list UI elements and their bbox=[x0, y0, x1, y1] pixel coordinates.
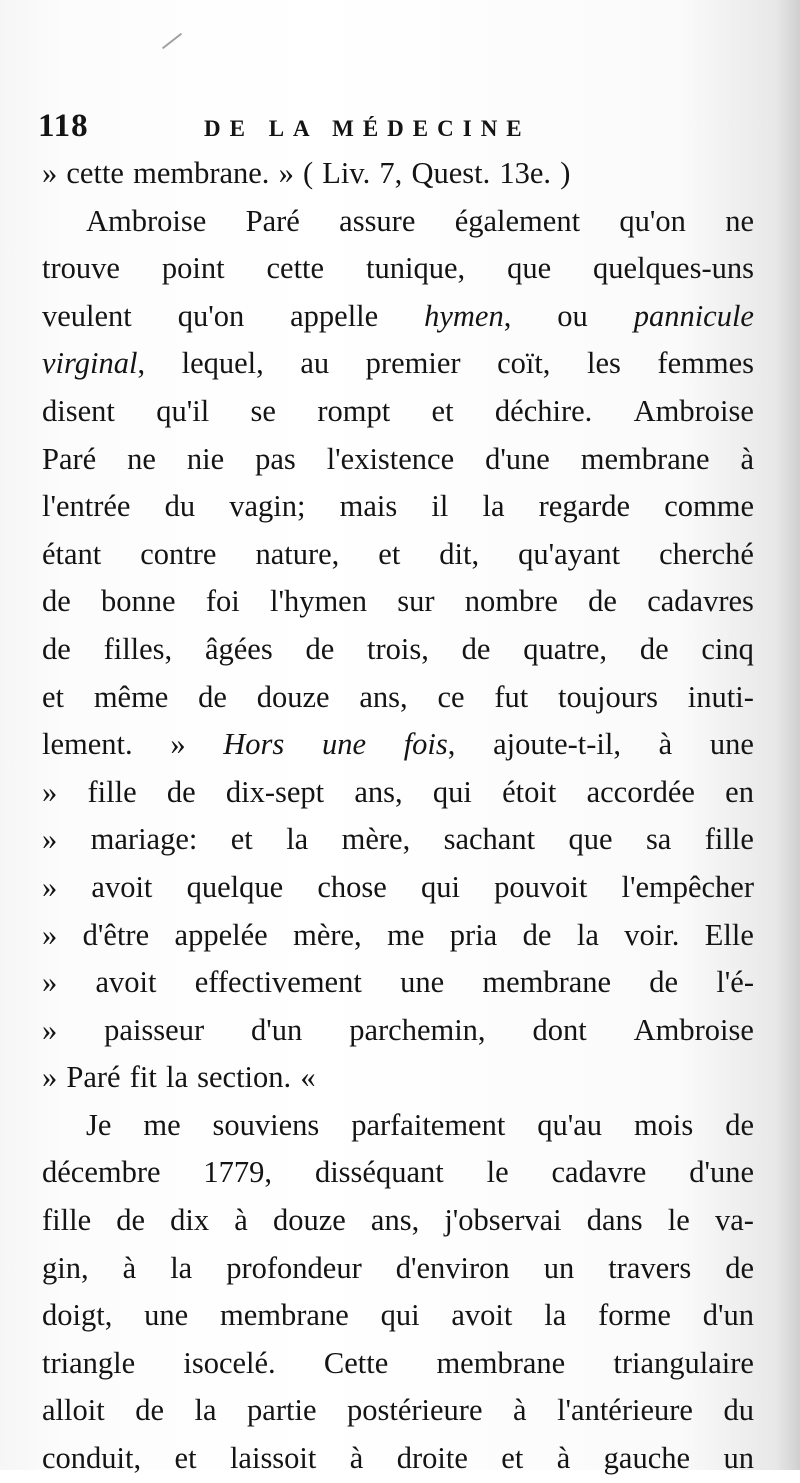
word: de bbox=[522, 917, 552, 952]
word: nie bbox=[186, 441, 225, 476]
word: qu'on bbox=[619, 203, 686, 238]
word: de bbox=[116, 1203, 146, 1238]
word: membrane bbox=[436, 1345, 566, 1380]
word: à bbox=[513, 1393, 527, 1428]
word: voir. bbox=[624, 917, 680, 952]
word: avoit bbox=[451, 1298, 513, 1333]
word: » bbox=[42, 1060, 58, 1095]
word: » bbox=[42, 965, 58, 1000]
word: fille bbox=[704, 822, 754, 857]
word: paisseur bbox=[104, 1012, 205, 1047]
word: mère, bbox=[341, 822, 411, 857]
word: » bbox=[42, 1012, 58, 1047]
word: qui bbox=[420, 869, 460, 904]
word: l'hymen bbox=[269, 584, 367, 619]
word: du bbox=[164, 489, 196, 524]
word: trouve bbox=[42, 251, 120, 286]
word: » bbox=[278, 156, 294, 190]
word: de bbox=[725, 1107, 754, 1142]
word: Paré bbox=[66, 1060, 121, 1095]
word: de bbox=[42, 631, 71, 666]
word: la bbox=[576, 917, 599, 952]
word: qui bbox=[380, 1298, 420, 1333]
word: âgées bbox=[204, 631, 273, 666]
word: 1779, bbox=[203, 1155, 273, 1190]
word: la bbox=[194, 1393, 217, 1428]
word: cette bbox=[266, 251, 325, 286]
word: dans bbox=[586, 1203, 643, 1238]
word: forme bbox=[598, 1298, 671, 1333]
word: que bbox=[568, 822, 613, 857]
word: et bbox=[42, 679, 65, 714]
word: du bbox=[723, 1393, 754, 1428]
word: la bbox=[170, 1250, 193, 1285]
word: de bbox=[305, 631, 335, 666]
word: une bbox=[709, 727, 754, 762]
word: foi bbox=[205, 584, 240, 619]
word: point bbox=[161, 251, 225, 286]
word: me bbox=[143, 1107, 181, 1142]
word: qui bbox=[432, 774, 472, 809]
word: partie bbox=[247, 1393, 317, 1428]
word: Quest. bbox=[411, 156, 491, 190]
word: travers bbox=[608, 1250, 692, 1285]
word: Elle bbox=[704, 917, 754, 952]
word: sachant bbox=[443, 822, 536, 857]
word: femmes bbox=[657, 346, 754, 381]
text-line bbox=[42, 245, 754, 293]
word: l'existence bbox=[326, 441, 455, 476]
word: Paré bbox=[42, 441, 97, 476]
word: doigt, bbox=[42, 1298, 113, 1333]
word: de bbox=[166, 774, 196, 809]
word: et bbox=[501, 1441, 524, 1476]
word: ( bbox=[302, 156, 314, 190]
word: nombre bbox=[464, 584, 558, 619]
word: section. bbox=[197, 1060, 292, 1095]
text-line bbox=[42, 1197, 754, 1245]
word: hymen bbox=[424, 298, 504, 333]
word: d'une bbox=[689, 1155, 754, 1190]
word: Cette bbox=[323, 1345, 389, 1380]
word: de bbox=[649, 965, 679, 1000]
word: pas bbox=[255, 441, 296, 476]
word: parchemin, bbox=[349, 1012, 486, 1047]
word: la bbox=[482, 489, 505, 524]
word: dont bbox=[532, 1012, 587, 1047]
word: contre bbox=[140, 536, 217, 571]
word: la bbox=[165, 1060, 188, 1095]
word: rompt bbox=[317, 393, 391, 428]
word: mais bbox=[339, 489, 398, 524]
word: Paré bbox=[245, 203, 300, 238]
text-line bbox=[42, 1007, 754, 1055]
word: l'empêcher bbox=[621, 869, 754, 904]
word: étoit bbox=[502, 774, 557, 809]
word: postérieure bbox=[347, 1393, 483, 1428]
word: ne bbox=[725, 203, 754, 238]
text-line bbox=[42, 150, 754, 198]
word: gin, bbox=[42, 1250, 89, 1285]
text-line bbox=[42, 1149, 754, 1197]
word: quelques-uns bbox=[593, 251, 754, 286]
word: filles, bbox=[103, 631, 173, 666]
word: douze bbox=[272, 1203, 346, 1238]
word: de bbox=[461, 631, 491, 666]
word: à bbox=[234, 1203, 248, 1238]
word: mois bbox=[633, 1107, 694, 1142]
word: à bbox=[349, 1441, 364, 1476]
text-line bbox=[42, 1340, 754, 1388]
word: membrane bbox=[482, 965, 612, 1000]
running-title: DE LA MÉDECINE bbox=[204, 116, 531, 141]
word: le bbox=[667, 1203, 690, 1238]
word: virginal bbox=[42, 346, 138, 381]
word: triangulaire bbox=[613, 1345, 754, 1380]
body-text bbox=[42, 150, 754, 1483]
word: un bbox=[723, 1441, 754, 1476]
word: de bbox=[639, 631, 669, 666]
text-line bbox=[42, 340, 754, 388]
text-line bbox=[42, 388, 754, 436]
word bbox=[424, 293, 511, 341]
word: avoit bbox=[91, 869, 153, 904]
word: comme bbox=[664, 489, 754, 524]
word: va- bbox=[714, 1203, 754, 1238]
word: coït, bbox=[497, 346, 551, 381]
word: cadavres bbox=[647, 584, 754, 619]
word: cherché bbox=[659, 536, 754, 571]
word: dit, bbox=[439, 536, 480, 571]
word: l'entrée bbox=[42, 489, 131, 524]
word: accordée bbox=[586, 774, 695, 809]
word: à bbox=[556, 1441, 571, 1476]
word: Ambroise bbox=[633, 1012, 754, 1047]
word: effectivement bbox=[194, 965, 362, 1000]
word: ans, bbox=[370, 1203, 420, 1238]
text-line bbox=[42, 1387, 754, 1435]
word: lement. bbox=[42, 727, 133, 762]
text-line bbox=[42, 864, 754, 912]
text-line bbox=[42, 436, 754, 484]
word: une bbox=[400, 965, 445, 1000]
word: chose bbox=[317, 869, 387, 904]
text-line bbox=[42, 1435, 754, 1483]
word: pannicule bbox=[633, 298, 754, 333]
word: à bbox=[658, 727, 673, 762]
word: toujours bbox=[558, 679, 658, 714]
word: , bbox=[503, 298, 512, 333]
text-line bbox=[42, 1054, 754, 1102]
word: d'un bbox=[702, 1298, 754, 1333]
word: et bbox=[378, 536, 401, 571]
word: déchire. bbox=[494, 393, 593, 428]
word: triangle bbox=[42, 1345, 136, 1380]
word: 13e. bbox=[499, 156, 552, 190]
word: même bbox=[93, 679, 169, 714]
word: sa bbox=[645, 822, 672, 857]
text-line bbox=[42, 1292, 754, 1340]
text-line bbox=[42, 531, 754, 579]
word: fit bbox=[129, 1060, 157, 1095]
word: d'un bbox=[251, 1012, 303, 1047]
word: avoit bbox=[95, 965, 157, 1000]
word: cinq bbox=[701, 631, 754, 666]
word: et bbox=[230, 822, 253, 857]
word: étant bbox=[42, 536, 102, 571]
word: ajoute-t-il, bbox=[493, 727, 621, 762]
word: me bbox=[387, 917, 425, 952]
word: et bbox=[431, 393, 454, 428]
word: cette bbox=[66, 156, 124, 190]
word: un bbox=[543, 1250, 575, 1285]
word: gauche bbox=[603, 1441, 691, 1476]
word: la bbox=[286, 822, 309, 857]
word: disent bbox=[42, 393, 115, 428]
word: décembre bbox=[42, 1155, 161, 1190]
word: trois, bbox=[367, 631, 429, 666]
word: fut bbox=[494, 679, 529, 714]
word: disséquant bbox=[314, 1155, 444, 1190]
word: mariage bbox=[90, 822, 189, 857]
word: de bbox=[588, 584, 617, 619]
word: ans, bbox=[359, 679, 408, 714]
ink-mark bbox=[162, 33, 182, 49]
text-line bbox=[42, 198, 754, 246]
word: , bbox=[447, 727, 456, 762]
word: se bbox=[250, 393, 276, 428]
word: nature, bbox=[255, 536, 340, 571]
word: au bbox=[300, 346, 330, 381]
word: appelle bbox=[290, 298, 379, 333]
word: pouvoit bbox=[494, 869, 588, 904]
word: à bbox=[740, 441, 754, 476]
word: » bbox=[42, 822, 58, 857]
word: les bbox=[586, 346, 621, 381]
word: fois bbox=[403, 727, 448, 762]
word: membrane. bbox=[133, 156, 270, 190]
word: Je bbox=[86, 1107, 112, 1142]
word: bonne bbox=[101, 584, 176, 619]
word: la bbox=[544, 1298, 567, 1333]
word: et bbox=[174, 1441, 197, 1476]
text-line bbox=[42, 293, 754, 341]
text-line bbox=[42, 1245, 754, 1293]
word: Ambroise bbox=[86, 203, 207, 238]
word: ans, bbox=[354, 774, 403, 809]
word: sur bbox=[397, 584, 435, 619]
word: en bbox=[725, 774, 754, 809]
word: veulent bbox=[42, 298, 132, 333]
word: appelée bbox=[174, 917, 268, 952]
text-line bbox=[42, 769, 754, 817]
word: qu'au bbox=[537, 1107, 603, 1142]
word: isocelé. bbox=[183, 1345, 276, 1380]
word: Ambroise bbox=[633, 393, 754, 428]
word: fille bbox=[42, 1203, 92, 1238]
word: de bbox=[198, 679, 227, 714]
word: lequel, bbox=[181, 346, 264, 381]
word: » bbox=[42, 869, 58, 904]
word: souviens bbox=[212, 1107, 320, 1142]
text-line bbox=[42, 483, 754, 531]
word: , bbox=[137, 346, 146, 381]
word: vagin; bbox=[229, 489, 306, 524]
word: tunique, bbox=[366, 251, 466, 286]
word: douze bbox=[256, 679, 330, 714]
word: j'observai bbox=[444, 1203, 562, 1238]
word: « bbox=[300, 1060, 316, 1095]
text-line bbox=[42, 721, 754, 769]
text-line bbox=[42, 959, 754, 1007]
word: il bbox=[431, 489, 449, 524]
word: conduit, bbox=[42, 1441, 142, 1476]
word bbox=[42, 340, 145, 388]
word: assure bbox=[339, 203, 416, 238]
word: » bbox=[42, 156, 58, 190]
word: l'antérieure bbox=[557, 1393, 693, 1428]
word: l'é- bbox=[716, 965, 754, 1000]
word: 7, bbox=[379, 156, 403, 190]
word bbox=[91, 816, 198, 864]
word: mère, bbox=[293, 917, 362, 952]
word: » bbox=[170, 727, 186, 762]
word: ) bbox=[560, 156, 571, 190]
word: d'une bbox=[485, 441, 550, 476]
word: premier bbox=[365, 346, 461, 381]
word: » bbox=[42, 917, 58, 952]
word: parfaitement bbox=[351, 1107, 506, 1142]
page-number: 118 bbox=[38, 108, 89, 144]
word: inuti- bbox=[687, 679, 754, 714]
word: de bbox=[42, 584, 71, 619]
word: qu'ayant bbox=[518, 536, 621, 571]
word: laissoit bbox=[229, 1441, 317, 1476]
word: de bbox=[725, 1250, 754, 1285]
text-line bbox=[42, 626, 754, 674]
word: ne bbox=[127, 441, 156, 476]
word: que bbox=[507, 251, 552, 286]
word: profondeur bbox=[226, 1250, 362, 1285]
text-line bbox=[42, 578, 754, 626]
word: une bbox=[144, 1298, 189, 1333]
word: alloit bbox=[42, 1393, 105, 1428]
word: membrane bbox=[220, 1298, 349, 1333]
word: qu'il bbox=[156, 393, 210, 428]
text-line bbox=[42, 674, 754, 722]
word: Liv. bbox=[322, 156, 371, 190]
word: d'environ bbox=[395, 1250, 510, 1285]
word: le bbox=[486, 1155, 509, 1190]
text-line bbox=[42, 816, 754, 864]
word: quatre, bbox=[523, 631, 608, 666]
word: à bbox=[122, 1250, 137, 1285]
word: qu'on bbox=[177, 298, 245, 333]
word: une bbox=[321, 727, 366, 762]
word: également bbox=[454, 203, 581, 238]
word: quelque bbox=[186, 869, 284, 904]
word bbox=[404, 721, 456, 769]
word: cadavre bbox=[551, 1155, 647, 1190]
page-header bbox=[38, 108, 758, 148]
word: dix bbox=[170, 1203, 210, 1238]
word: de bbox=[135, 1393, 164, 1428]
word: dix-sept bbox=[225, 774, 325, 809]
word: d'être bbox=[82, 917, 150, 952]
word: ce bbox=[437, 679, 465, 714]
word: regarde bbox=[538, 489, 631, 524]
text-line bbox=[42, 912, 754, 960]
word: membrane bbox=[580, 441, 710, 476]
word: ou bbox=[557, 298, 588, 333]
text-line bbox=[42, 1102, 754, 1150]
word: » bbox=[42, 774, 58, 809]
word: Hors bbox=[223, 727, 285, 762]
word: : bbox=[188, 822, 198, 857]
word: pria bbox=[449, 917, 498, 952]
word: fille bbox=[87, 774, 137, 809]
word: droite bbox=[396, 1441, 468, 1476]
